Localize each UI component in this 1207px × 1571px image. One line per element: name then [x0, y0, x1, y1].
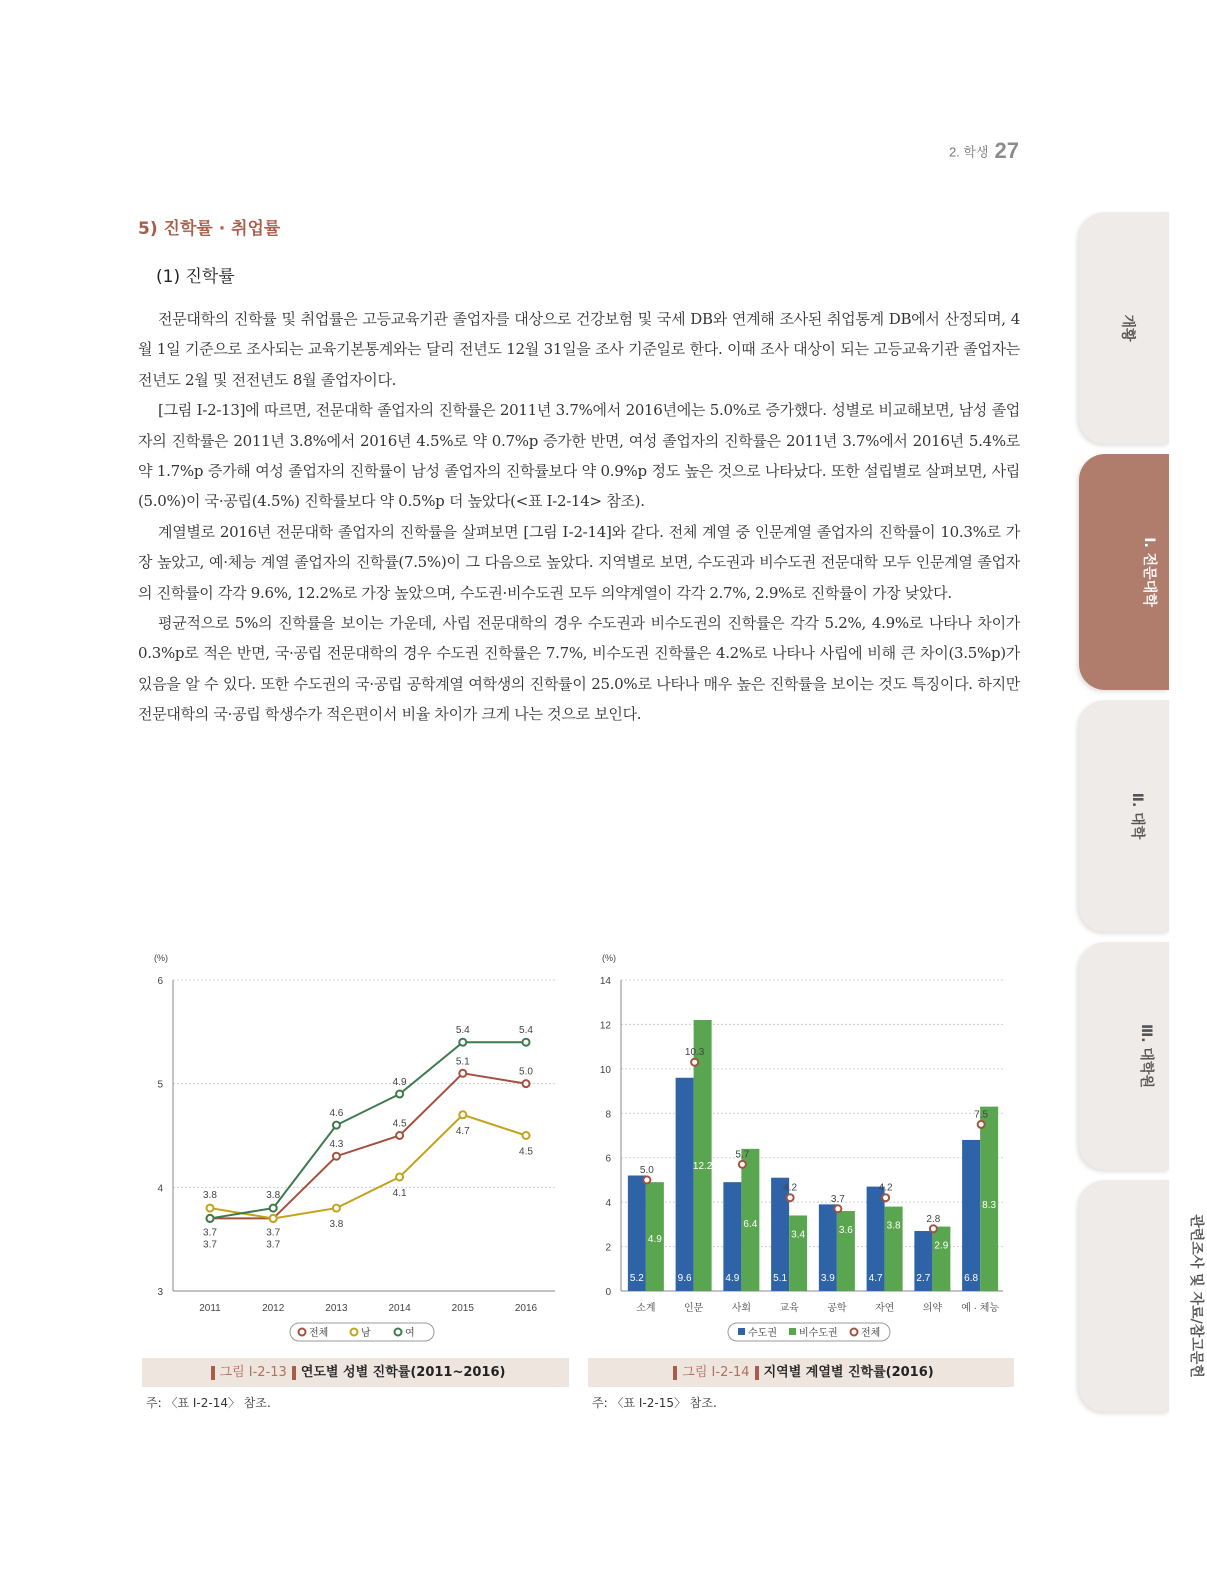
legend-marker: [738, 1328, 745, 1335]
data-label: 3.8: [329, 1219, 344, 1231]
data-point-전체: [882, 1194, 889, 1201]
data-label: 5.0: [639, 1164, 654, 1176]
data-label: 5.4: [519, 1025, 533, 1037]
tab-references[interactable]: [1079, 1180, 1204, 1412]
data-label: 4.5: [519, 1146, 533, 1158]
data-label: 5.0: [519, 1066, 533, 1078]
data-point: [333, 1205, 340, 1212]
data-label: 8.3: [982, 1200, 997, 1212]
bar-수도권: [676, 1078, 694, 1291]
tab-overview[interactable]: [1079, 212, 1169, 444]
paragraph: 평균적으로 5%의 진학률을 보이는 가운데, 사립 전문대학의 경우 수도권과 비수도권의 진학률은 각각 5.2%, 4.9%로 나타나 차이가 0.3%p로 적은 반면, 국·공립 전문대학의 경우 수도권 진학률은 7.7%, 비수도권 진학률은 4.2%로 나타나 사립에 비해 큰 차이(3.5%p)가 있음을 알 수 있다. 또한 수도권의 국·공립 공학계열 여학생의 진학률이 25.0%로 나타나 매우 높은 진학률을 보이는 것도 특징이다. 하지만 전문대학의 국·공립 학생수가 적은편이서 비율 차이가 크게 나는 것으로 보인다.: [138, 614, 1020, 724]
data-label: 4.9: [647, 1234, 662, 1246]
data-point: [396, 1173, 403, 1180]
data-label: 5.7: [735, 1149, 750, 1161]
section-label: 2. 학생: [948, 144, 989, 160]
data-label: 5.1: [773, 1273, 788, 1284]
data-point: [396, 1091, 403, 1098]
bar-비수도권: [932, 1227, 950, 1291]
tab-graduate-school[interactable]: [1079, 942, 1169, 1170]
data-label: 3.8: [266, 1190, 281, 1202]
x-tick-label: 2016: [514, 1303, 538, 1314]
data-label: 6.4: [743, 1219, 758, 1231]
tab-label: Ⅱ. 대학: [1129, 792, 1146, 840]
data-label: 3.8: [886, 1220, 901, 1232]
bar-비수도권: [980, 1107, 998, 1291]
y-tick-label: 12: [599, 1020, 611, 1032]
data-label: 5.2: [629, 1273, 644, 1284]
data-point: [396, 1132, 403, 1139]
data-label: 7.5: [974, 1109, 989, 1121]
data-label: 12.2: [692, 1161, 713, 1173]
data-label: 4.2: [878, 1182, 893, 1194]
bar-비수도권: [885, 1207, 903, 1291]
x-tick-label: 교육: [779, 1303, 799, 1314]
figure1-note: 주: 〈표 Ⅰ-2-14〉 참조.: [146, 1396, 271, 1410]
paragraph: [그림 Ⅰ-2-13]에 따르면, 전문대학 졸업자의 진학률은 2011년 3.7%에서 2016년에는 5.0%로 증가했다. 성별로 비교해보면, 남성 졸업자의 진학률은 2011년 3.8%에서 2016년 4.5%로 약 0.7%p 증가한 반면, 여성 졸업자의 진학률은 2011년 3.7%에서 2016년 5.4%로 약 1.7%p 증가해 여성 졸업자의 진학률이 남성 졸업자의 진학률보다 약 0.9%p 정도 높은 것으로 나타났다. 또한 설립별로 살펴보면, 사립(5.0%)이 국·공립(4.5%) 진학률보다 약 0.5%p 더 높았다(<표 Ⅰ-2-14> 참조).: [138, 401, 1020, 511]
data-point: [523, 1039, 530, 1046]
data-label: 3.4: [791, 1229, 806, 1241]
section-title: 5) 진학률 · 취업률: [138, 219, 281, 239]
tab-label: Ⅰ. 전문대학: [1140, 537, 1157, 607]
y-tick-label: 0: [605, 1287, 611, 1298]
caption-bar-icon: [211, 1366, 215, 1380]
data-label: 3.7: [203, 1239, 217, 1251]
bar-수도권: [962, 1140, 980, 1291]
legend-label: 수도권: [748, 1328, 777, 1339]
data-label: 3.7: [266, 1239, 281, 1251]
data-point-전체: [978, 1121, 985, 1128]
legend-label: 남: [361, 1328, 371, 1339]
x-tick-label: 2015: [451, 1303, 474, 1314]
caption-bar-icon: [673, 1366, 677, 1380]
paragraph: 계열별로 2016년 전문대학 졸업자의 진학률을 살펴보면 [그림 Ⅰ-2-14]와 같다. 전체 계열 중 인문계열 졸업자의 진학률이 10.3%로 가장 높았고, 예·체능 계열 졸업자의 진학률(7.5%)이 그 다음으로 높았다. 지역별로 보면, 수도권과 비수도권 전문대학 모두 인문계열 졸업자의 진학률이 각각 9.6%, 12.2%로 가장 높았으며, 수도권·비수도권 모두 의약계열이 각각 2.7%, 2.9%로 진학률이 가장 낮았다.: [138, 522, 1020, 602]
legend-label: 전체: [861, 1328, 881, 1339]
data-point-전체: [691, 1059, 698, 1066]
data-label: 6.8: [964, 1273, 979, 1284]
tab-label: 관련조사 및 자료/참고문헌: [1187, 1214, 1204, 1378]
x-tick-label: 의약: [922, 1303, 943, 1314]
data-label: 2.8: [926, 1213, 941, 1225]
caption-bar-icon: [292, 1366, 296, 1380]
data-label: 2.9: [934, 1240, 949, 1252]
x-tick-label: 2013: [325, 1303, 348, 1314]
y-tick-label: 8: [605, 1109, 611, 1121]
body-text: [138, 304, 1020, 730]
data-label: 4.5: [392, 1118, 407, 1130]
bar-비수도권: [837, 1211, 855, 1291]
x-tick-label: 인문: [683, 1303, 704, 1314]
data-label: 4.6: [329, 1108, 344, 1120]
y-tick-label: 2: [605, 1242, 611, 1254]
y-tick-label: 6: [605, 1153, 611, 1165]
legend-label: 비수도권: [799, 1328, 838, 1339]
data-label: 10.3: [684, 1047, 705, 1059]
data-label: 3.9: [820, 1273, 835, 1284]
y-tick-label: 14: [599, 976, 611, 987]
data-label: 3.7: [203, 1227, 217, 1239]
tab-label: 개황: [1119, 314, 1136, 342]
legend-label: 전체: [309, 1328, 329, 1339]
data-point-전체: [834, 1205, 841, 1212]
series-line-남: [210, 1115, 526, 1219]
data-label: 2.7: [916, 1273, 931, 1284]
x-tick-label: 2014: [388, 1303, 411, 1314]
figure2-caption: 그림 Ⅰ-2-14 지역별 계열별 진학률(2016): [588, 1358, 1014, 1387]
data-label: 3.8: [203, 1190, 217, 1202]
caption-bar-icon: [755, 1366, 759, 1380]
data-point-전체: [930, 1225, 937, 1232]
bar-chart-by-region: [588, 948, 1018, 1348]
data-point: [270, 1205, 277, 1212]
data-label: 4.9: [392, 1077, 407, 1089]
page-header: [949, 138, 1019, 164]
y-tick-label: 3: [157, 1287, 163, 1298]
data-point-전체: [787, 1194, 794, 1201]
data-label: 3.7: [266, 1227, 281, 1239]
y-unit-label: (%): [602, 953, 616, 963]
data-label: 5.4: [455, 1025, 470, 1037]
legend-label: 여: [405, 1328, 415, 1339]
data-label: 4.9: [725, 1273, 740, 1284]
x-tick-label: 자연: [874, 1303, 895, 1314]
y-tick-label: 6: [157, 976, 163, 987]
data-point: [459, 1111, 466, 1118]
bar-비수도권: [789, 1215, 807, 1291]
legend-marker: [395, 1329, 402, 1336]
paragraph: 전문대학의 진학률 및 취업률은 고등교육기관 졸업자를 대상으로 건강보험 및 국세 DB와 연계해 조사된 취업통계 DB에서 산정되며, 4월 1일 기준으로 조사되는 교육기본통계와는 달리 전년도 12월 31일을 조사 기준일로 한다. 이때 조사 대상이 되는 고등교육기관 졸업자는 전년도 2월 및 전전년도 8월 졸업자이다.: [138, 310, 1020, 389]
legend-marker: [299, 1329, 306, 1336]
line-chart-by-gender: [140, 948, 570, 1348]
data-point: [207, 1215, 214, 1222]
data-point: [459, 1039, 466, 1046]
data-point-전체: [739, 1161, 746, 1168]
data-point: [270, 1215, 277, 1222]
y-unit-label: (%): [154, 953, 168, 963]
y-tick-label: 5: [157, 1079, 163, 1091]
data-point: [523, 1132, 530, 1139]
x-tick-label: 2012: [262, 1303, 285, 1314]
data-label: 4.3: [329, 1139, 344, 1151]
tab-university[interactable]: [1079, 700, 1169, 932]
data-point: [333, 1153, 340, 1160]
x-tick-label: 공학: [827, 1303, 847, 1314]
legend-marker: [789, 1328, 796, 1335]
tab-label: Ⅲ. 대학원: [1138, 1024, 1154, 1088]
y-tick-label: 10: [599, 1064, 611, 1076]
series-line-전체: [210, 1073, 526, 1218]
data-label: 3.6: [838, 1225, 853, 1237]
data-label: 4.7: [868, 1273, 883, 1284]
data-label: 5.1: [455, 1056, 470, 1068]
data-point: [459, 1070, 466, 1077]
x-tick-label: 사회: [731, 1303, 752, 1314]
data-label: 4.2: [783, 1182, 798, 1194]
tab-junior-college[interactable]: [1079, 454, 1169, 690]
figure1-caption: 그림 Ⅰ-2-13 연도별 성별 진학률(2011~2016): [142, 1358, 569, 1387]
x-tick-label: 소계: [636, 1303, 656, 1314]
data-label: 4.1: [392, 1187, 407, 1199]
data-label: 4.7: [455, 1125, 470, 1137]
x-tick-label: 2011: [199, 1303, 221, 1314]
data-point: [523, 1080, 530, 1087]
data-point: [333, 1122, 340, 1129]
figure2-note: 주: 〈표 Ⅰ-2-15〉 참조.: [592, 1396, 717, 1410]
y-tick-label: 4: [605, 1198, 611, 1210]
data-point-전체: [643, 1176, 650, 1183]
legend-marker: [851, 1329, 858, 1336]
page-number: 27: [994, 138, 1019, 163]
data-label: 3.7: [830, 1193, 845, 1205]
data-point: [207, 1205, 214, 1212]
data-label: 9.6: [677, 1273, 692, 1284]
legend-marker: [351, 1329, 358, 1336]
y-tick-label: 4: [157, 1183, 163, 1195]
x-tick-label: 예 · 체능: [961, 1303, 1000, 1314]
subsection-title: (1) 진학률: [156, 267, 235, 287]
